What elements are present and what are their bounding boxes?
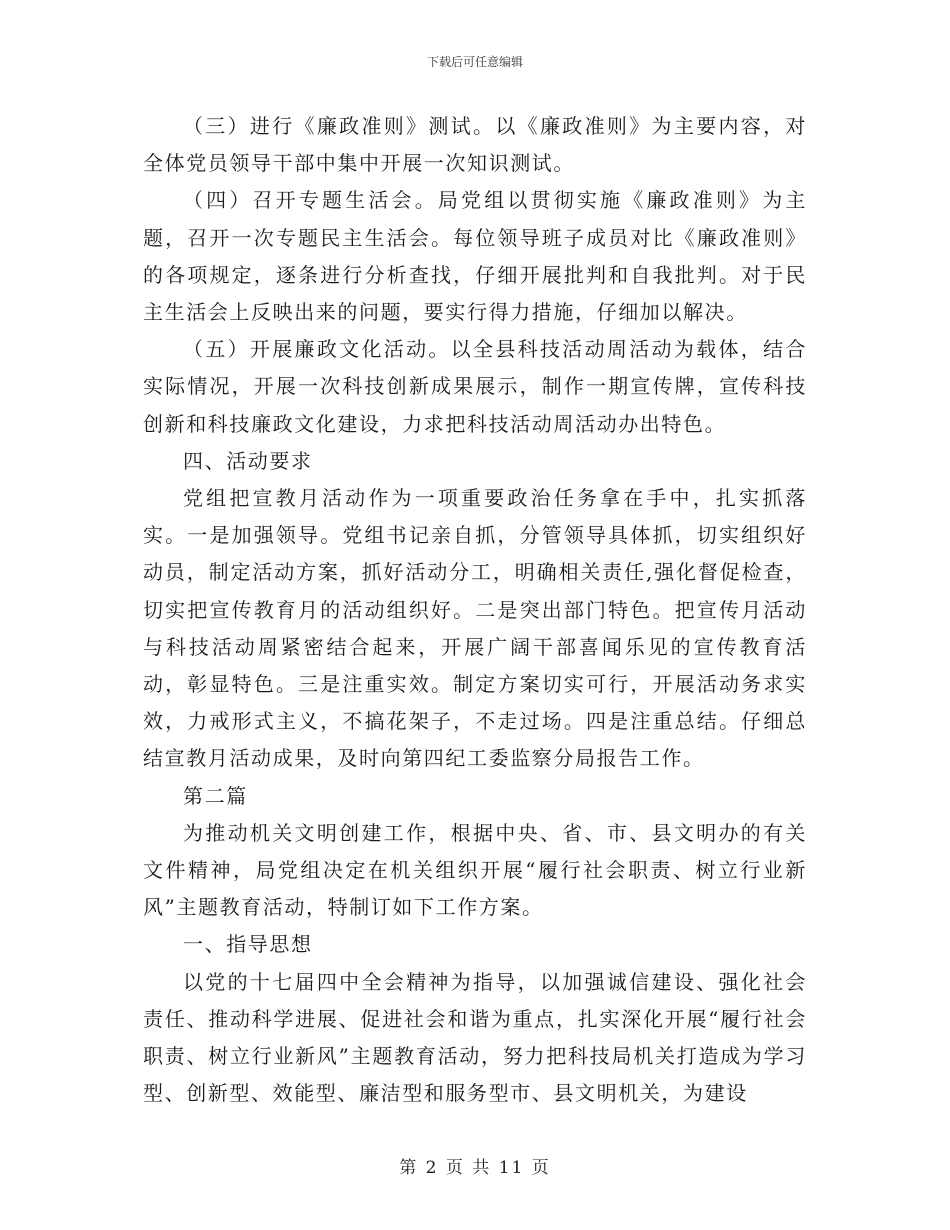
paragraph-item-5-culture: （五）开展廉政文化活动。以全县科技活动周活动为载体，结合实际情况，开展一次科技创新成果展示，制作一期宣传牌，宣传科技创新和科技廉政文化建设，力求把科技活动周活动办出特色。 (143, 337, 807, 436)
paragraph-guiding-thought: 以党的十七届四中全会精神为指导，以加强诚信建设、强化社会责任、推动科学进展、促进社会和谐为重点，扎实深化开展“履行社会职责、树立行业新风”主题教育活动，努力把科技局机关打造成为学习型、创新型、效能型、廉洁型和服务型市、县文明机关，为建设 (143, 969, 807, 1106)
paragraph-item-3-test: （三）进行《廉政准则》测试。以《廉政准则》为主要内容，对全体党员领导干部中集中开展一次知识测试。 (143, 114, 807, 176)
page-header-note: 下载后可任意编辑 (426, 55, 523, 69)
page-number-footer: 第 2 页 共 11 页 (399, 1158, 551, 1178)
paragraph-requirements: 党组把宣教月活动作为一项重要政治任务拿在手中，扎实抓落实。一是加强领导。党组书记亲自抓，分管领导具体抓，切实组织好动员，制定活动方案，抓好活动分工，明确相关责任,强化督促检查，切实把宣传教育月的活动组织好。二是突出部门特色。把宣传月活动与科技活动周紧密结合起来，开展广阔干部喜闻乐见的宣传教育活动，彰显特色。三是注重实效。制定方案切实可行，开展活动务求实效，力戒形式主义，不搞花架子，不走过场。四是注重总结。仔细总结宣教月活动成果，及时向第四纪工委监察分局报告工作。 (143, 486, 807, 771)
section-heading-part-two: 第二篇 (183, 783, 248, 808)
document-body (143, 108, 807, 1112)
paragraph-item-4-meeting: （四）召开专题生活会。局党组以贯彻实施《廉政准则》为主题，召开一次专题民主生活会。每位领导班子成员对比《廉政准则》的各项规定，逐条进行分析查找，仔细开展批判和自我批判。对于民主生活会上反映出来的问题，要实行得力措施，仔细加以解决。 (143, 188, 807, 325)
paragraph-part-two-intro: 为推动机关文明创建工作，根据中央、省、市、县文明办的有关文件精神，局党组决定在机关组织开展“履行社会职责、树立行业新风”主题教育活动，特制订如下工作方案。 (143, 820, 807, 920)
section-heading-guiding-thought: 一、指导思想 (183, 932, 313, 957)
section-heading-requirements: 四、活动要求 (183, 448, 313, 473)
